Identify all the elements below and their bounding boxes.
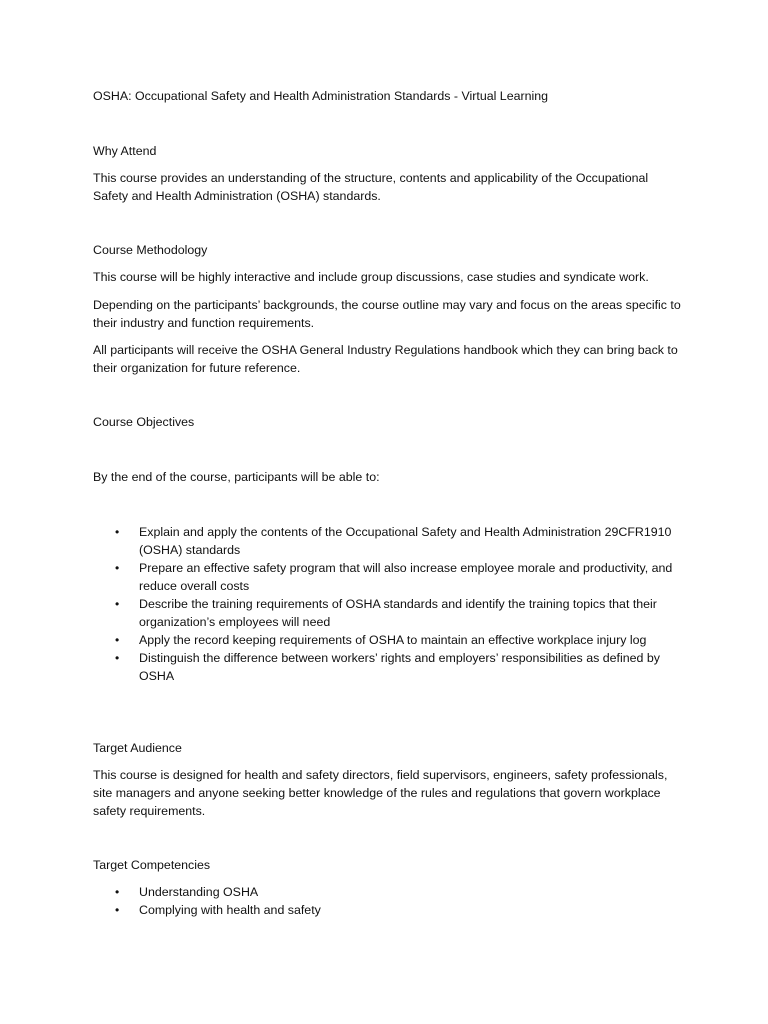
- list-item: [93, 901, 693, 919]
- competency-text: Complying with health and safety: [139, 903, 321, 917]
- audience-heading: Target Audience: [93, 741, 182, 755]
- objective-text: Explain and apply the contents of the Occupational Safety and Health Administration 29CFR1910 (OSHA) standards: [139, 525, 672, 557]
- objectives-intro: By the end of the course, participants will be able to:: [93, 470, 380, 484]
- bullet-icon: •: [115, 561, 120, 575]
- bullet-icon: •: [115, 903, 120, 917]
- list-item: [93, 631, 693, 649]
- competencies-list: [93, 883, 693, 919]
- competencies-heading: Target Competencies: [93, 858, 211, 872]
- why-attend-body: This course provides an understanding of the structure, contents and applicability of the Occupational Safety and Health Administration (OSHA) standards.: [93, 171, 649, 203]
- objectives-list: [93, 523, 693, 685]
- competency-text: Understanding OSHA: [139, 885, 259, 899]
- bullet-icon: •: [115, 525, 120, 539]
- why-attend-heading: Why Attend: [93, 144, 157, 158]
- list-item: [93, 523, 693, 559]
- objective-text: Prepare an effective safety program that will also increase employee morale and productivity, and reduce overall costs: [139, 561, 673, 593]
- bullet-icon: •: [115, 651, 120, 665]
- methodology-heading: Course Methodology: [93, 243, 208, 257]
- audience-body: This course is designed for health and safety directors, field supervisors, engineers, safety professionals, site managers and anyone seeking better knowledge of the rules and regulations that govern workplace safety requirements.: [93, 768, 668, 818]
- methodology-paragraph: This course will be highly interactive and include group discussions, case studies and syndicate work.: [93, 270, 649, 284]
- list-item: [93, 883, 693, 901]
- bullet-icon: •: [115, 885, 120, 899]
- document-title: OSHA: Occupational Safety and Health Administration Standards - Virtual Learning: [93, 89, 549, 103]
- objective-text: Apply the record keeping requirements of OSHA to maintain an effective workplace injury log: [139, 633, 647, 647]
- objective-text: Describe the training requirements of OSHA standards and identify the training topics that their organization’s employees will need: [139, 597, 657, 629]
- methodology-paragraph: Depending on the participants’ backgrounds, the course outline may vary and focus on the areas specific to their industry and function requirements.: [93, 298, 681, 330]
- list-item: [93, 559, 693, 595]
- objective-text: Distinguish the difference between workers’ rights and employers’ responsibilities as defined by OSHA: [139, 651, 660, 683]
- list-item: [93, 649, 693, 685]
- bullet-icon: •: [115, 597, 120, 611]
- bullet-icon: •: [115, 633, 120, 647]
- list-item: [93, 595, 693, 631]
- objectives-heading: Course Objectives: [93, 415, 195, 429]
- methodology-paragraph: All participants will receive the OSHA General Industry Regulations handbook which they can bring back to their organization for future reference.: [93, 343, 678, 375]
